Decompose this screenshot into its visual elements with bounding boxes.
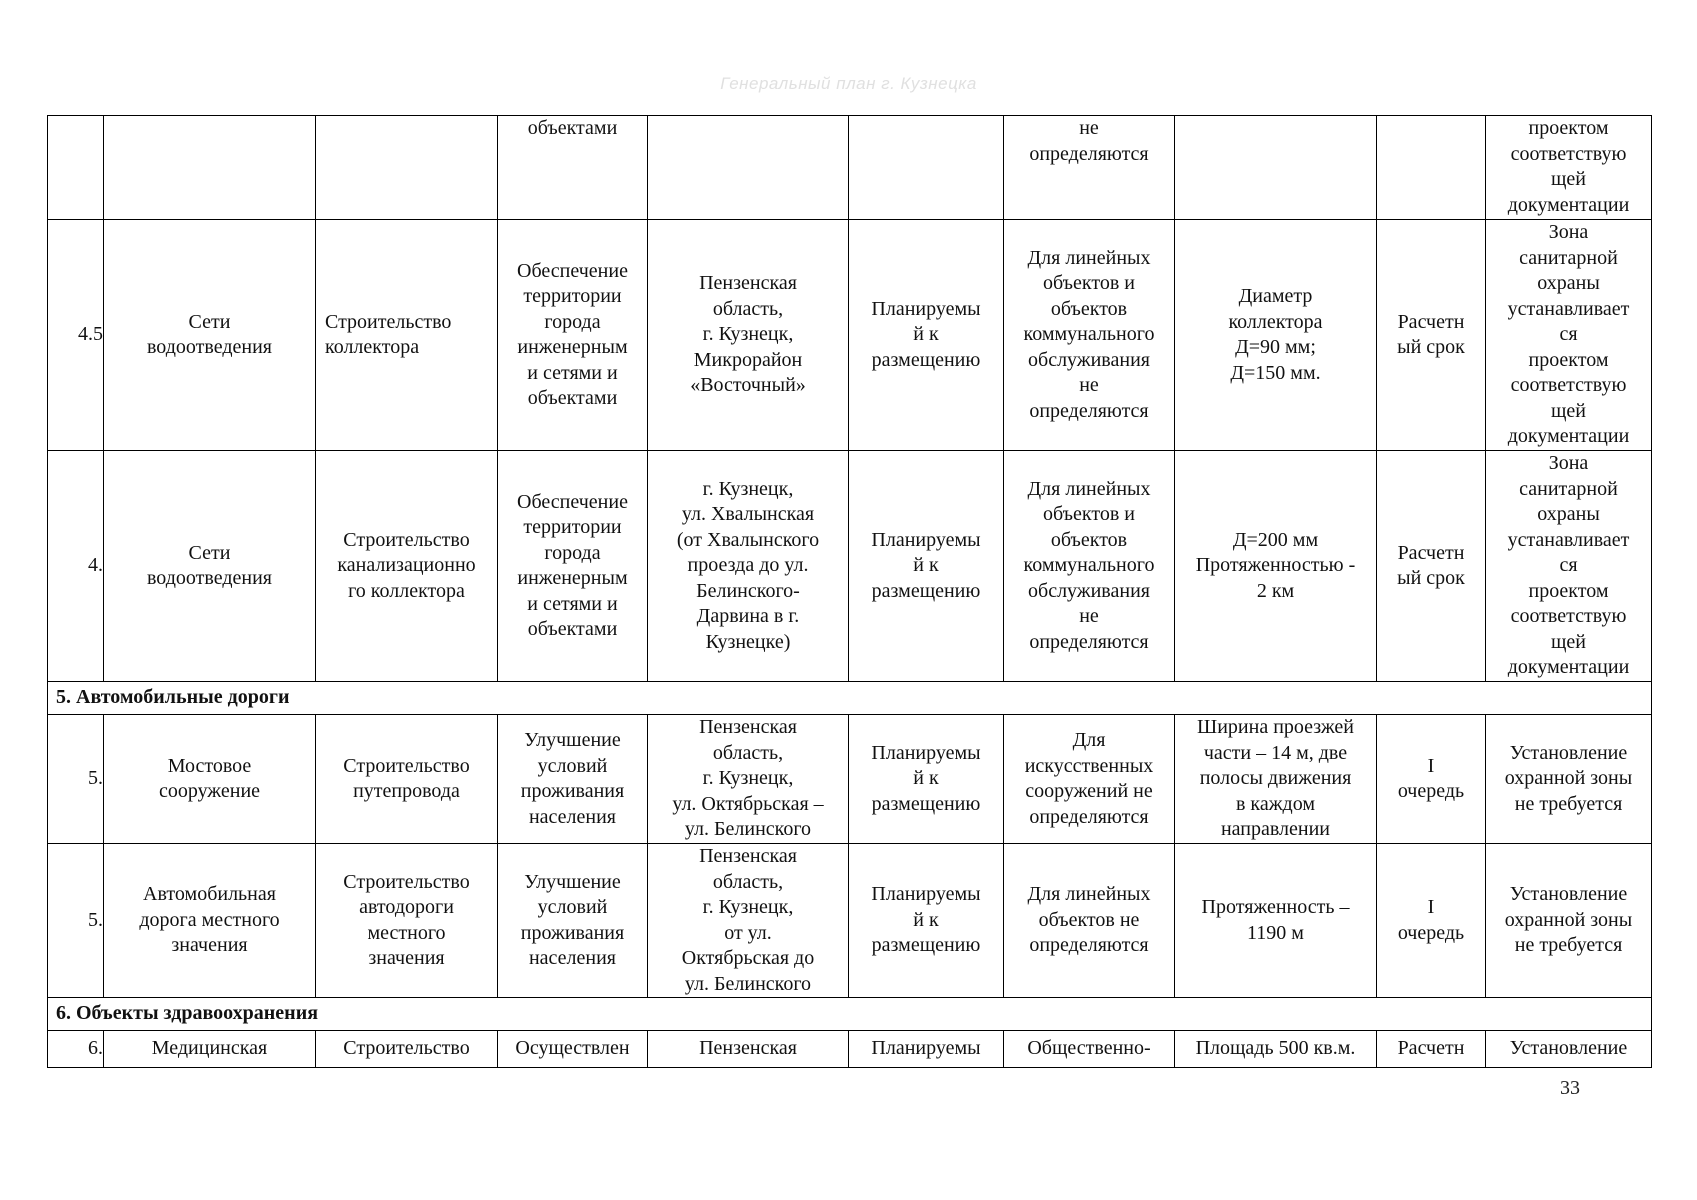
zones-cell: Для искусственных сооружений не определяются bbox=[1004, 715, 1175, 844]
section-heading-roads: 5. Автомобильные дороги bbox=[48, 682, 1652, 715]
goal-cell: Обеспечение территории города инженерным и сетями и объектами bbox=[498, 451, 648, 682]
zones-cell: Для линейных объектов и объектов коммунального обслуживания не определяются bbox=[1004, 451, 1175, 682]
protection-cell: Зона санитарной охраны устанавливает ся проектом соответствую щей документации bbox=[1486, 220, 1652, 451]
table-row bbox=[48, 220, 1652, 451]
object-name-cell: Сети водоотведения bbox=[104, 220, 316, 451]
protection-cell: проектом соответствую щей документации bbox=[1486, 116, 1652, 220]
purpose-cell: Строительство канализационно го коллектора bbox=[316, 451, 498, 682]
row-number-cell bbox=[48, 116, 104, 220]
goal-cell: Осуществлен bbox=[498, 1031, 648, 1068]
page-header: Генеральный план г. Кузнецка bbox=[720, 74, 977, 93]
object-name-cell: Автомобильная дорога местного значения bbox=[104, 844, 316, 998]
status-cell: Планируемы й к размещению bbox=[849, 220, 1004, 451]
zones-cell: Общественно- bbox=[1004, 1031, 1175, 1068]
objects-table bbox=[47, 115, 1652, 1068]
row-number-cell: 4.5 bbox=[48, 220, 104, 451]
section-row bbox=[48, 682, 1652, 715]
purpose-cell: Строительство автодороги местного значения bbox=[316, 844, 498, 998]
table-body bbox=[48, 116, 1652, 1068]
term-cell bbox=[1377, 116, 1486, 220]
protection-cell: Установление bbox=[1486, 1031, 1652, 1068]
location-cell bbox=[648, 116, 849, 220]
protection-cell: Установление охранной зоны не требуется bbox=[1486, 715, 1652, 844]
zones-cell: Для линейных объектов не определяются bbox=[1004, 844, 1175, 998]
status-cell: Планируемы й к размещению bbox=[849, 451, 1004, 682]
protection-cell: Зона санитарной охраны устанавливает ся проектом соответствую щей документации bbox=[1486, 451, 1652, 682]
object-name-cell: Медицинская bbox=[104, 1031, 316, 1068]
goal-cell: Улучшение условий проживания населения bbox=[498, 844, 648, 998]
row-number-cell: 4. bbox=[48, 451, 104, 682]
purpose-cell: Строительство путепровода bbox=[316, 715, 498, 844]
status-cell: Планируемы bbox=[849, 1031, 1004, 1068]
location-cell: Пензенская область, г. Кузнецк, от ул. Октябрьская до ул. Белинского bbox=[648, 844, 849, 998]
term-cell: I очередь bbox=[1377, 844, 1486, 998]
table-row bbox=[48, 1031, 1652, 1068]
zones-cell: Для линейных объектов и объектов коммунального обслуживания не определяются bbox=[1004, 220, 1175, 451]
purpose-cell: Строительство коллектора bbox=[316, 220, 498, 451]
purpose-cell bbox=[316, 116, 498, 220]
location-cell: Пензенская bbox=[648, 1031, 849, 1068]
table-row bbox=[48, 116, 1652, 220]
location-cell: г. Кузнецк, ул. Хвалынская (от Хвалынского проезда до ул. Белинского- Дарвина в г. Кузнецке) bbox=[648, 451, 849, 682]
object-name-cell: Сети водоотведения bbox=[104, 451, 316, 682]
protection-cell: Установление охранной зоны не требуется bbox=[1486, 844, 1652, 998]
goal-cell: Улучшение условий проживания населения bbox=[498, 715, 648, 844]
row-number-cell: 5. bbox=[48, 844, 104, 998]
term-cell: Расчетн ый срок bbox=[1377, 220, 1486, 451]
goal-cell: объектами bbox=[498, 116, 648, 220]
section-row bbox=[48, 998, 1652, 1031]
table-row bbox=[48, 844, 1652, 998]
status-cell bbox=[849, 116, 1004, 220]
table-row bbox=[48, 715, 1652, 844]
table-row bbox=[48, 451, 1652, 682]
params-cell: Д=200 мм Протяженностью - 2 км bbox=[1175, 451, 1377, 682]
term-cell: Расчетн ый срок bbox=[1377, 451, 1486, 682]
params-cell: Площадь 500 кв.м. bbox=[1175, 1031, 1377, 1068]
row-number-cell: 6. bbox=[48, 1031, 104, 1068]
status-cell: Планируемы й к размещению bbox=[849, 715, 1004, 844]
location-cell: Пензенская область, г. Кузнецк, Микрорайон «Восточный» bbox=[648, 220, 849, 451]
params-cell bbox=[1175, 116, 1377, 220]
params-cell: Ширина проезжей части – 14 м, две полосы движения в каждом направлении bbox=[1175, 715, 1377, 844]
page-number: 33 bbox=[1560, 1077, 1580, 1099]
status-cell: Планируемы й к размещению bbox=[849, 844, 1004, 998]
location-cell: Пензенская область, г. Кузнецк, ул. Октябрьская – ул. Белинского bbox=[648, 715, 849, 844]
term-cell: I очередь bbox=[1377, 715, 1486, 844]
term-cell: Расчетн bbox=[1377, 1031, 1486, 1068]
goal-cell: Обеспечение территории города инженерным и сетями и объектами bbox=[498, 220, 648, 451]
object-name-cell: Мостовое сооружение bbox=[104, 715, 316, 844]
zones-cell: не определяются bbox=[1004, 116, 1175, 220]
object-name-cell bbox=[104, 116, 316, 220]
params-cell: Протяженность – 1190 м bbox=[1175, 844, 1377, 998]
section-heading-healthcare: 6. Объекты здравоохранения bbox=[48, 998, 1652, 1031]
purpose-cell: Строительство bbox=[316, 1031, 498, 1068]
params-cell: Диаметр коллектора Д=90 мм; Д=150 мм. bbox=[1175, 220, 1377, 451]
row-number-cell: 5. bbox=[48, 715, 104, 844]
